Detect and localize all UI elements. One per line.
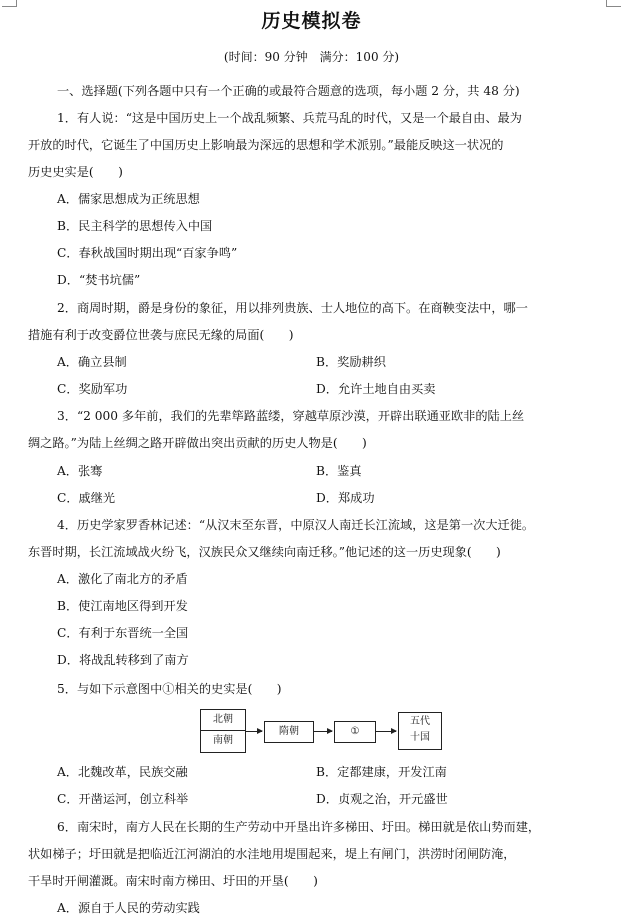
question-4-option-a: A．激化了南北方的矛盾: [57, 572, 188, 586]
question-2-text: 措施有利于改变爵位世袭与庶民无缘的局面( ): [28, 328, 294, 342]
question-1-option-b: B．民主科学的思想传入中国: [57, 219, 213, 233]
five-dynasties-ten-kingdoms-box: [398, 712, 442, 750]
question-4-option-b: B．使江南地区得到开发: [57, 599, 188, 613]
page-title: 历史模拟卷: [261, 10, 362, 32]
arrow-right-icon: [314, 731, 332, 732]
question-2-option-c: C．奖励军功: [57, 382, 128, 396]
section-heading: 一、选择题(下列各题中只有一个正确的或最符合题意的选项，每小题 2 分，共 48 分): [57, 84, 520, 98]
question-2-option-b: B．奖励耕织: [316, 355, 386, 369]
question-4-text: 4．历史学家罗香林记述：“从汉末至东晋，中原汉人南迁长江流域，这是第一次大迁徙。: [57, 518, 535, 532]
exam-info: (时间：90 分钟 满分：100 分): [223, 50, 400, 64]
question-1-option-a: A．儒家思想成为正统思想: [57, 192, 200, 206]
question-3-option-c: C．戚继光: [57, 491, 116, 505]
question-2-option-d: D．允许土地自由买卖: [316, 382, 436, 396]
question-1-text: 1．有人说：“这是中国历史上一个战乱频繁、兵荒马乱的时代，又是一个最自由、最为: [57, 111, 522, 125]
question-3-text: 3．“2 000 多年前，我们的先辈筚路蓝缕，穿越草原沙漠，开辟出联通亚欧非的陆上丝: [57, 409, 525, 423]
question-5-option-a: A．北魏改革，民族交融: [57, 765, 188, 779]
sui-dynasty-box: 隋朝: [264, 721, 314, 743]
question-5-option-d: D．贞观之治，开元盛世: [316, 792, 448, 806]
question-1-option-c: C．春秋战国时期出现“百家争鸣”: [57, 246, 238, 260]
question-1-text: 历史史实是( ): [28, 165, 123, 179]
five-dynasties-label: 五代: [410, 716, 430, 727]
question-2-option-a: A．确立县制: [57, 355, 127, 369]
blank-circle-one-box: ①: [334, 721, 376, 743]
question-6-text: 6．南宋时，南方人民在长期的生产劳动中开垦出许多梯田、圩田。梯田就是依山势而建，: [57, 820, 541, 834]
question-6-option-a: A．源自于人民的劳动实践: [57, 901, 200, 915]
question-4-option-d: D．将战乱转移到了南方: [57, 653, 189, 667]
northern-dynasties-label: 北朝: [201, 710, 245, 731]
northern-southern-dynasties-box: [200, 709, 246, 753]
question-4-text: 东晋时期，长江流域战火纷飞，汉族民众又继续向南迁移。”他记述的这一历史现象( ): [28, 545, 501, 559]
question-4-option-c: C．有利于东晋统一全国: [57, 626, 189, 640]
question-3-text: 绸之路。”为陆上丝绸之路开辟做出突出贡献的历史人物是( ): [28, 436, 367, 450]
question-2-text: 2．商周时期，爵是身份的象征，用以排列贵族、士人地位的高下。在商鞅变法中，哪一: [57, 301, 528, 315]
question-5-text: 5．与如下示意图中①相关的史实是( ): [57, 682, 282, 696]
question-6-text: 状如梯子；圩田就是把临近江河湖泊的水洼地用堤围起来，堤上有闸门，洪涝时闭闸防淹，: [28, 847, 516, 861]
question-1-option-d: D．“焚书坑儒”: [57, 273, 141, 287]
arrow-right-icon: [376, 731, 396, 732]
question-5-option-c: C．开凿运河，创立科举: [57, 792, 189, 806]
question-5-option-b: B．定都建康，开发江南: [316, 765, 447, 779]
southern-dynasties-label: 南朝: [213, 735, 233, 746]
question-6-text: 干旱时开闸灌溉。南宋时南方梯田、圩田的开垦( ): [28, 874, 318, 888]
ten-kingdoms-label: 十国: [410, 732, 430, 743]
question-3-option-b: B．鉴真: [316, 464, 362, 478]
question-1-text: 开放的时代，它诞生了中国历史上影响最为深远的思想和学术派别。”最能反映这一状况的: [28, 138, 504, 152]
question-3-option-a: A．张骞: [57, 464, 103, 478]
arrow-right-icon: [246, 731, 262, 732]
dynasty-sequence-diagram: [200, 709, 450, 753]
question-3-option-d: D．郑成功: [316, 491, 375, 505]
